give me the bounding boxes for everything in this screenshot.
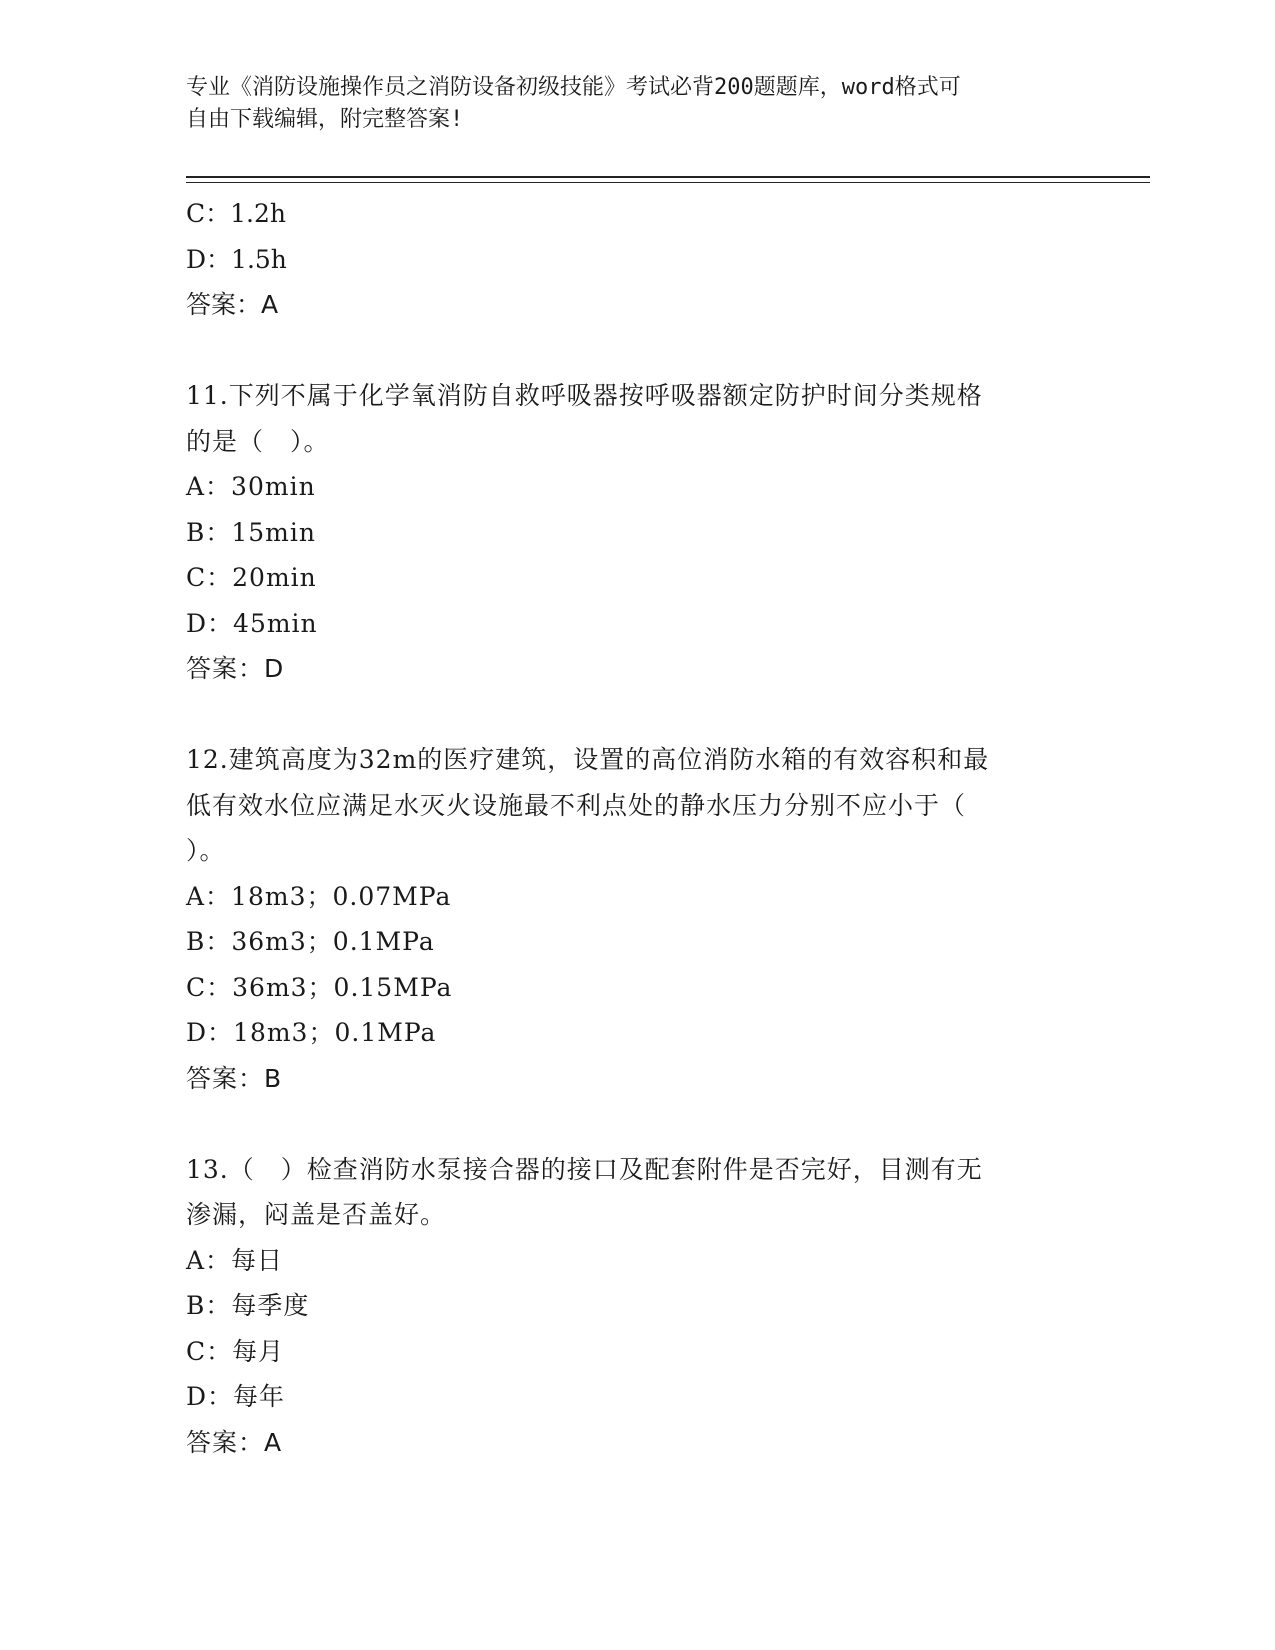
question-stem-line: 11.下列不属于化学氧消防自救呼吸器按呼吸器额定防护时间分类规格 [186, 381, 983, 410]
answer-line: 答案：A [186, 1427, 283, 1457]
option-d: D：每年 [186, 1382, 286, 1411]
header-divider-thick [186, 176, 1150, 178]
question-stem-line: ）。 [186, 836, 226, 865]
option-a: A：18m3；0.07MPa [186, 881, 452, 911]
answer-line: 答案：A [186, 290, 279, 319]
spacer [186, 1101, 1086, 1147]
question-11 [186, 373, 1086, 692]
spacer [186, 328, 1086, 374]
answer-line: 答案：D [186, 654, 285, 683]
option-b: B：36m3；0.1MPa [186, 927, 435, 956]
option-c: C：36m3；0.15MPa [186, 972, 453, 1002]
header-title-line-1: 专业《消防设施操作员之消防设备初级技能》考试必背200题题库，word格式可 [186, 75, 961, 100]
option-b: B：每季度 [186, 1291, 310, 1320]
spacer [186, 692, 1086, 738]
option-b: B：15min [186, 517, 316, 547]
question-stem-line: 低有效水位应满足水灭火设施最不利点处的静水压力分别不应小于（ [186, 790, 967, 820]
question-12 [186, 737, 1086, 1101]
document-header [186, 72, 1066, 136]
question-13 [186, 1147, 1086, 1466]
question-10-tail [186, 191, 1086, 328]
question-stem-line: 13.（ ）检查消防水泵接合器的接口及配套附件是否完好，目测有无 [186, 1154, 983, 1184]
question-list [186, 191, 1086, 1465]
question-stem-line: 12.建筑高度为32m的医疗建筑，设置的高位消防水箱的有效容积和最 [186, 745, 990, 774]
header-title-line-2: 自由下载编辑，附完整答案! [186, 107, 464, 132]
question-stem-line: 渗漏，闷盖是否盖好。 [186, 1200, 447, 1229]
option-c: C：20min [186, 563, 317, 592]
option-c: C：1.2h [186, 199, 286, 228]
option-d: D：18m3；0.1MPa [186, 1018, 437, 1047]
header-divider-thin [186, 182, 1150, 183]
option-c: C：每月 [186, 1336, 285, 1366]
answer-line: 答案：B [186, 1063, 283, 1093]
question-stem-line: 的是（ ）。 [186, 426, 330, 456]
option-d: D：1.5h [186, 244, 287, 274]
option-d: D：45min [186, 608, 318, 638]
option-a: A：每日 [186, 1245, 284, 1275]
option-a: A：30min [186, 472, 316, 501]
